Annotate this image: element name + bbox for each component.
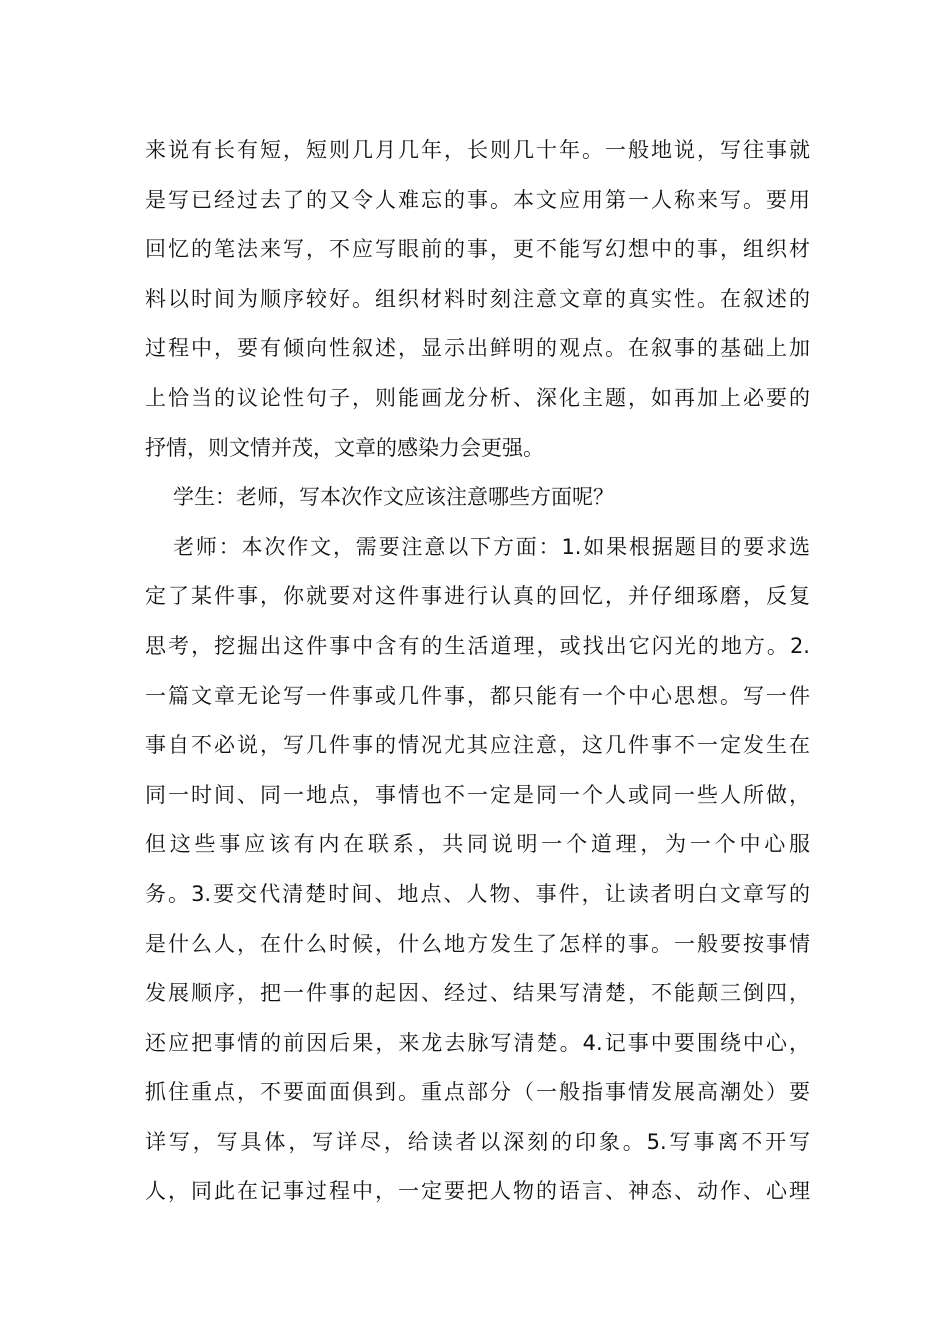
teacher-answer-line: 一篇文章无论写一件事或几件事，都只能有一个中心思想。写一件 bbox=[145, 683, 810, 708]
text-line: 来说有长有短，短则几月几年，长则几十年。一般地说，写往事就 bbox=[145, 138, 810, 162]
teacher-answer-line: 详写，写具体，写详尽，给读者以深刻的印象。5.写事离不开写 bbox=[145, 1129, 810, 1154]
teacher-answer-line: 老师：本次作文，需要注意以下方面：1.如果根据题目的要求选 bbox=[173, 534, 810, 559]
text-line: 料以时间为顺序较好。组织材料时刻注意文章的真实性。在叙述的 bbox=[145, 286, 810, 311]
body-text bbox=[145, 126, 810, 1217]
teacher-answer-line: 还应把事情的前因后果，来龙去脉写清楚。4.记事中要围绕中心， bbox=[145, 1030, 810, 1055]
teacher-answer-line: 是什么人，在什么时候，什么地方发生了怎样的事。一般要按事情 bbox=[145, 931, 810, 956]
teacher-answer-line: 但这些事应该有内在联系，共同说明一个道理，为一个中心服 bbox=[145, 832, 810, 857]
teacher-answer-line: 事自不必说，写几件事的情况尤其应注意，这几件事不一定发生在 bbox=[145, 733, 810, 758]
teacher-answer-line: 定了某件事，你就要对这件事进行认真的回忆，并仔细琢磨，反复 bbox=[145, 584, 810, 609]
teacher-answer-line: 人，同此在记事过程中，一定要把人物的语言、神态、动作、心理 bbox=[145, 1179, 810, 1204]
teacher-answer-line: 同一时间、同一地点，事情也不一定是同一个人或同一些人所做， bbox=[145, 782, 810, 807]
text-line: 过程中，要有倾向性叙述，显示出鲜明的观点。在叙事的基础上加 bbox=[145, 336, 810, 361]
text-line: 抒情，则文情并茂，文章的感染力会更强。 bbox=[145, 435, 544, 460]
text-line: 上恰当的议论性句子，则能画龙分析、深化主题，如再加上必要的 bbox=[145, 385, 810, 410]
text-line: 回忆的笔法来写，不应写眼前的事，更不能写幻想中的事，组织材 bbox=[145, 237, 810, 262]
teacher-answer-line: 务。3.要交代清楚时间、地点、人物、事件，让读者明白文章写的 bbox=[145, 881, 810, 906]
teacher-answer-line: 思考，挖掘出这件事中含有的生活道理，或找出它闪光的地方。2. bbox=[145, 633, 810, 658]
teacher-answer-line: 抓住重点，不要面面俱到。重点部分（一般指事情发展高潮处）要 bbox=[145, 1080, 810, 1105]
text-line: 是写已经过去了的又令人难忘的事。本文应用第一人称来写。要用 bbox=[145, 187, 810, 212]
student-question: 学生：老师，写本次作文应该注意哪些方面呢？ bbox=[173, 485, 614, 510]
teacher-answer-line: 发展顺序，把一件事的起因、经过、结果写清楚，不能颠三倒四， bbox=[145, 981, 810, 1006]
